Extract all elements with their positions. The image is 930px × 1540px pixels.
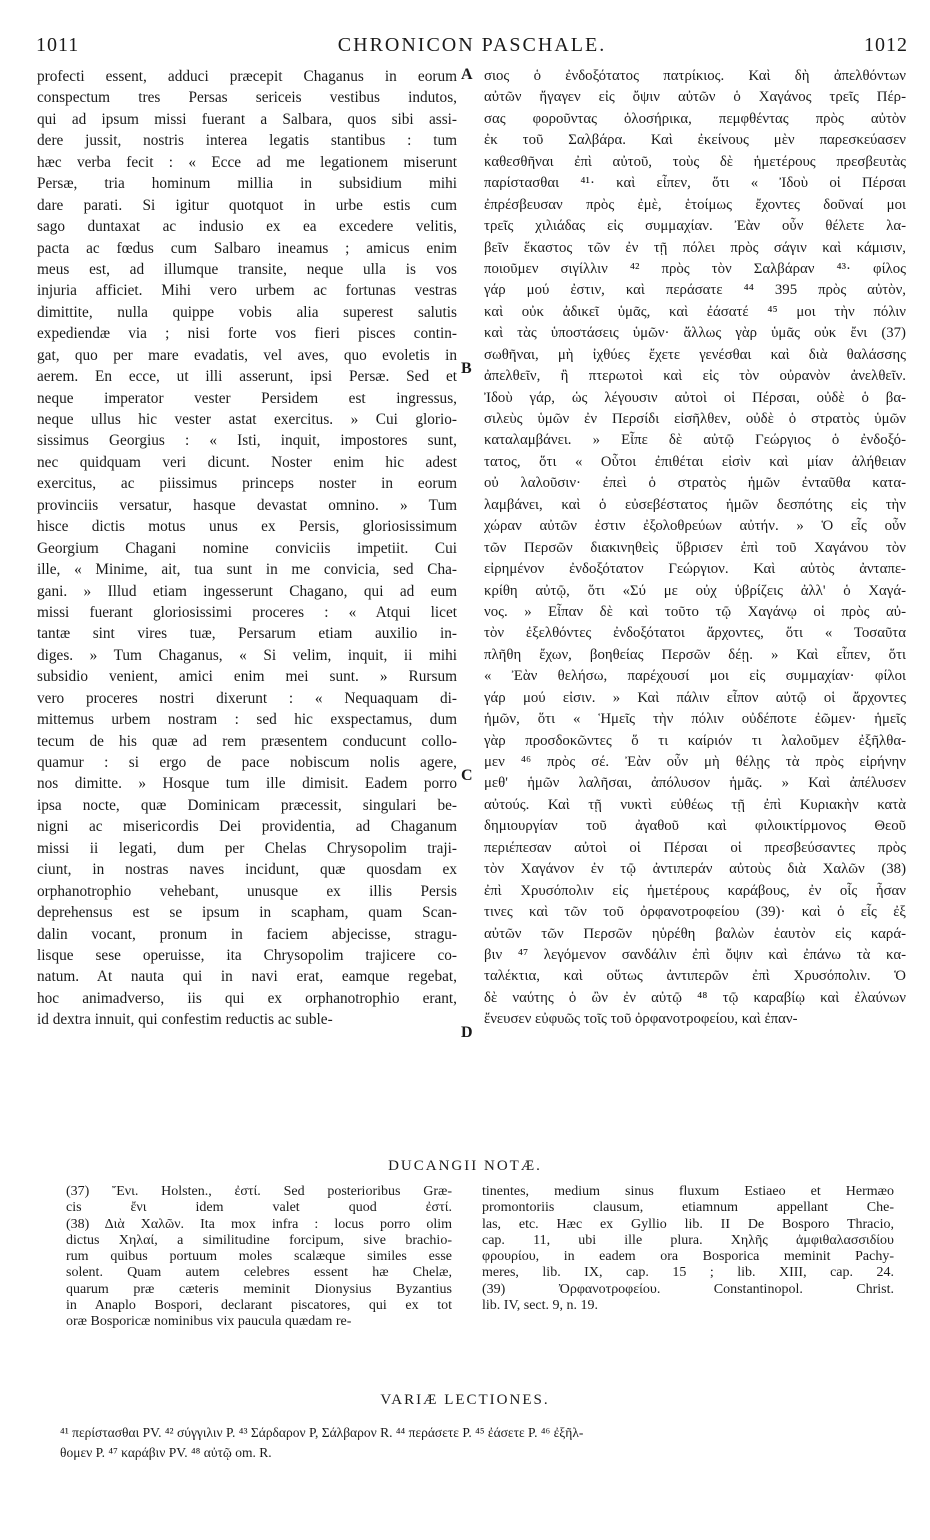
greek-text-line: ἀπελθεῖν, ἢ πτερωτοὶ καὶ εἰς τὸν οὐρανὸν ἀνελθεῖν. bbox=[484, 368, 906, 385]
greek-column bbox=[484, 66, 906, 1031]
note-line: φρουρίου, in eadem ora Bosporica meminit Pachy- bbox=[482, 1249, 894, 1265]
note-line: cap. 11, ubi ille plura. Χηλῆς ἀμφιθαλασσιδίου bbox=[482, 1232, 894, 1248]
greek-text-line: βιν ⁴⁷ λεγόμενον σανδάλιν ἐπὶ ὄψιν καὶ ἐπάνω τὰ κα- bbox=[484, 946, 906, 963]
note-line: lib. IV, sect. 9, n. 19. bbox=[482, 1298, 599, 1314]
greek-text-line: σας φοροῦντας ὁλοσήρικα, πεμφθέντας πρὸς αὐτὸν bbox=[484, 110, 906, 127]
greek-text-line: τῶν Περσῶν διακινηθεὶς ὕβρισεν ἐπὶ τοῦ Χαγάνου τὸν bbox=[484, 539, 906, 556]
latin-text-line: deprehensus est se ipsum in scapham, quam Scan- bbox=[37, 904, 457, 922]
greek-text-line: ταλέκτια, καὶ οὕτως ἀντιπερῶν ἐπὶ Χρυσόπολιν. Ὁ bbox=[484, 968, 906, 985]
greek-text-line: δημιουργίαν τοῦ ἀγαθοῦ καὶ φιλοικτίρμονος Θεοῦ bbox=[484, 818, 906, 835]
notes-title: DUCANGII NOTÆ. bbox=[388, 1158, 542, 1174]
latin-text-line: qui ad ipsum missi fuerant a Salbara, quos sibi assi- bbox=[37, 110, 457, 128]
greek-text-line: τρεῖς χιλιάδας εἰς συμμαχίαν. Ἐὰν οὖν θέλετε λα- bbox=[484, 218, 906, 235]
note-line: (38) Διὰ Χαλῶν. Ita mox infra : locus porro olim bbox=[66, 1216, 452, 1232]
margin-letter-d: D bbox=[461, 1024, 473, 1041]
latin-text-line: nec quidquam veri dicunt. Noster enim hic adest bbox=[37, 453, 457, 471]
greek-text-line: τὸν ἐξελθόντες ἐνδοξότατοι ἄρχοντες, ὅτι « Τοσαῦτα bbox=[484, 625, 906, 642]
latin-text-line: mittemus urbem nostram : sed hic exspectamus, dum bbox=[37, 711, 457, 729]
running-header bbox=[36, 34, 908, 62]
latin-text-line: tecum de his quæ ad rem præsentem conducunt collo- bbox=[37, 732, 457, 750]
latin-text-line: ciunt, in nostras naves incidunt, quæ quosdam ex bbox=[37, 861, 457, 879]
greek-text-line: γὰρ προσδοκῶντες ὅ τι καίριόν τι λαλοῦμεν ἐξῆλθα- bbox=[484, 732, 906, 749]
greek-text-line: καταλαμβάνει. » Εἶπε δὲ αὐτῷ Γεώργιος ὁ ἐνδοξό- bbox=[484, 432, 906, 449]
latin-text-line: tantæ sint vires tuæ, Persarum etiam auxilio in- bbox=[37, 625, 457, 643]
greek-text-line: παρίστασθαι ⁴¹· καὶ εἶπεν, ὅτι « Ἰδοὺ οἱ Πέρσαι bbox=[484, 175, 906, 192]
greek-text-line: πλῆθη ἔχων, βοηθείας Περσῶν δέῃ. » Καὶ εἶπεν, ὅτι bbox=[484, 646, 906, 663]
greek-text-line: νος. » Εἶπαν δὲ καὶ τοῦτο τῷ Χαγάνῳ οἱ πρὸς αὐ- bbox=[484, 603, 906, 620]
greek-text-line: κρίθη αὐτῷ, ὅτι «Σύ με οὐχ ὑβρίζεις ἀλλ' ὁ Χαγά- bbox=[484, 582, 906, 599]
latin-text-line: conspectum tres Persas sericeis vestibus indutos, bbox=[37, 89, 457, 107]
variant-reading-line: ⁴¹ περίστασθαι PV. ⁴² σύγγιλιν P. ⁴³ Σάρδαρον P, Σάλβαρον R. ⁴⁴ περάσετε P. ⁴⁵ ἐάσετε P. ⁴⁶ ἐξῆλ- bbox=[60, 1425, 584, 1440]
greek-text-line: « Ἐὰν θελήσω, παρέχουσί μοι εἰς συμμαχίαν· φίλοι bbox=[484, 668, 906, 685]
page-number-left: 1011 bbox=[36, 34, 80, 56]
latin-text-line: nos dimitte. » Hosque tum ille dimisit. Eadem porro bbox=[37, 775, 457, 793]
greek-text-line: λαμβάνει, καὶ ὁ εὐσεβέστατος ἡμῶν δεσπότης εἰς τὴν bbox=[484, 496, 906, 513]
latin-text-line: hisce dictis motus unus ex Persis, gloriosissimum bbox=[37, 518, 457, 536]
latin-text-line: hoc animadverso, iis qui ex orphanotrophio erant, bbox=[37, 989, 457, 1007]
running-title: CHRONICON PASCHALE. bbox=[337, 34, 607, 56]
note-line: oræ Bosporicæ nominibus vix paucula quædam re- bbox=[66, 1314, 352, 1330]
latin-text-line: pacta ac fœdus cum Salbaro ineamus ; amicus enim bbox=[37, 239, 457, 257]
note-line: dictus Χηλαί, a similitudine forcipum, sive brachio- bbox=[66, 1232, 452, 1248]
margin-letter-a: A bbox=[461, 66, 473, 83]
greek-text-line: ἐπρέσβευσαν πρὸς ἐμὲ, ἑτοίμως ἔχοντες δοῦναί μοι bbox=[484, 196, 906, 213]
latin-text-line: orphanotrophio vehebant, unusque ex illis Persis bbox=[37, 882, 457, 900]
latin-text-line: dare parati. Si igitur quotquot in urbe estis cum bbox=[37, 196, 457, 214]
latin-text-line: missi fuerant gloriosissimi proceres : « Atqui licet bbox=[37, 603, 457, 621]
variant-reading-line: θομεν P. ⁴⁷ καράβιν PV. ⁴⁸ αὐτῷ om. R. bbox=[60, 1445, 272, 1460]
latin-text-line: expediendæ via ; nisi forte vos fieri pisces contin- bbox=[37, 325, 457, 343]
note-line: (39) Ὀρφανοτροφείου. Constantinopol. Christ. bbox=[482, 1281, 894, 1297]
note-line: in Anaplo Bospori, declarant piscatores, qui ex tot bbox=[66, 1298, 452, 1314]
latin-text-line: hæc verba fecit : « Ecce ad me legationem miserunt bbox=[37, 153, 457, 171]
note-line: meres, lib. IX, cap. 15 ; lib. XIII, cap. 24. bbox=[482, 1265, 894, 1281]
greek-text-line: δὲ ναύτης ὁ ὢν ἐν αὐτῷ ⁴⁸ τῷ καραβίῳ καὶ ἐλαύνων bbox=[484, 989, 906, 1006]
greek-text-line: βεῖν ἕκαστος τῶν ἐν τῇ πόλει πρὸς σάγιν καὶ κάμισιν, bbox=[484, 239, 906, 256]
latin-text-line: ipsa nocte, quæ Dominicam præcessit, singulari be- bbox=[37, 796, 457, 814]
latin-column bbox=[37, 66, 457, 1031]
latin-text-line: gat, quo per mare evadatis, vel aves, quo evoletis in bbox=[37, 346, 457, 364]
greek-text-line: σιος ὁ ἐνδοξότατος πατρίκιος. Καὶ δὴ ἀπελθόντων bbox=[484, 68, 906, 84]
greek-text-line: ἔνευσεν εὐφυῶς τοῖς τοῦ ὀρφανοτροφείου, καὶ ἐπαν- bbox=[484, 1011, 798, 1028]
latin-text-line: Persæ, tria hominum millia in subsidium mihi bbox=[37, 175, 457, 193]
note-line: (37) Ἔνι. Holsten., ἐστί. Sed posterioribus Græ- bbox=[66, 1184, 452, 1199]
greek-text-line: αὐτῶν ἤγαγεν εἰς ὄψιν αὐτῶν ὁ Χαγάνος τρεῖς Πέρ- bbox=[484, 89, 906, 106]
margin-letter-b: B bbox=[461, 360, 472, 377]
greek-text-line: ἐπὶ Χρυσόπολιν εἰς ἡμετέρους καράβους, ἐν οἷς ἦσαν bbox=[484, 882, 906, 899]
greek-text-line: γάρ μού εἰσιν. » Καὶ πάλιν εἶπον αὐτῷ οἱ ἄρχοντες bbox=[484, 689, 906, 706]
variae-lectiones bbox=[60, 1423, 900, 1463]
note-line: tinentes, medium sinus fluxum Estiaeo et Hermæo bbox=[482, 1184, 894, 1199]
latin-text-line: exercitus, ac piissimus princeps noster in eorum bbox=[37, 475, 457, 493]
greek-text-line: αὐτούς. Καὶ τῇ νυκτὶ εὐθέως τῇ ἐπὶ Κυριακὴν κατὰ bbox=[484, 796, 906, 813]
greek-text-line: γάρ μού ἐστιν, καὶ περάσατε ⁴⁴ 395 πρὸς αὐτὸν, bbox=[484, 282, 906, 299]
greek-text-line: περιέπεσαν αὐτοὶ οἱ Πέρσαι οἱ πρεσβεύσαντες πρὸς bbox=[484, 839, 906, 856]
latin-text-line: nigni ac misericordis Dei providentia, ad Chaganum bbox=[37, 818, 457, 836]
latin-text-line: neque ullus hic vester astat exercitus. » Cui glorio- bbox=[37, 411, 457, 428]
latin-text-line: diges. » Tum Chaganus, « Si velim, inquit, ii mihi bbox=[37, 646, 457, 664]
latin-text-line: aerem. En ecce, ut illi asserunt, ipsi Persæ. Sed et bbox=[37, 368, 457, 386]
greek-text-line: ποιοῦμεν σιγίλλιν ⁴² πρὸς τὸν Σαλβάραν ⁴³· φίλος bbox=[484, 260, 906, 277]
latin-text-line: missi ii legati, dum per Chelas Chrysopolim traji- bbox=[37, 839, 457, 857]
notes-left-column bbox=[66, 1184, 452, 1331]
variae-title: VARIÆ LECTIONES. bbox=[380, 1392, 550, 1408]
greek-text-line: σιλεὺς ὑμῶν ἐν Περσίδι εἰσῆλθεν, οὐδὲ ὁ στρατὸς ὑμῶν bbox=[484, 411, 906, 427]
latin-text-line: neque imperator vester Persidem est ingressus, bbox=[37, 389, 457, 407]
greek-text-line: οὐ λαλοῦσιν· ἐπεὶ ὁ στρατὸς ἡμῶν ἐνταῦθα κατα- bbox=[484, 475, 906, 492]
greek-text-line: χώραν αὐτῶν ἐστιν ἐξολοθρεύων αὐτήν. » Ὁ εἷς οὖν bbox=[484, 518, 906, 535]
greek-text-line: τινες καὶ τῶν τοῦ ὀρφανοτροφείου (39)· καὶ ὁ εἷς ἐξ bbox=[484, 904, 906, 921]
margin-letter-c: C bbox=[461, 767, 473, 784]
latin-text-line: provinciis versatur, hasque devastat omnino. » Tum bbox=[37, 496, 457, 514]
latin-text-line: lisque sese operuisse, ita Chrysopolim trajicere co- bbox=[37, 946, 457, 964]
note-line: cis ἔνι idem valet quod ἐστί. bbox=[66, 1200, 452, 1216]
latin-text-line: sago duntaxat ac indusio ex ea excedere velitis, bbox=[37, 218, 457, 236]
note-line: rum quibus portuum moles scalæque similes esse bbox=[66, 1249, 452, 1265]
greek-text-line: Ἰδοὺ γάρ, ὡς λέγουσιν αὐτοὶ οἱ Πέρσαι, οὐδὲ ὁ βα- bbox=[484, 389, 906, 406]
greek-text-line: καὶ οὐκ ἀδικεῖ ὑμᾶς, καὶ ἐάσατέ ⁴⁵ μοι τὴν πόλιν bbox=[484, 303, 906, 320]
latin-text-line: natum. At nauta qui in navi erat, eamque regebat, bbox=[37, 968, 457, 986]
latin-text-line: subsidio venient, amici enim mei sunt. » Rursum bbox=[37, 668, 457, 686]
latin-text-line: sissimus Georgius : « Isti, inquit, impostores sunt, bbox=[37, 432, 457, 450]
greek-text-line: καθεσθῆναι ἐπὶ αὐτοῦ, τοὺς δὲ ἡμετέρους πρεσβευτὰς bbox=[484, 153, 906, 170]
greek-text-line: αὐτῶν τῶν Περσῶν ηὑρέθη βαλὼν ἑαυτὸν εἰς καρά- bbox=[484, 925, 906, 942]
latin-text-line: dere jussit, nostris interea legatis stantibus : tum bbox=[37, 132, 457, 150]
latin-text-line: meus est, ad illumque transite, neque ulla is vos bbox=[37, 260, 457, 278]
notes-right-column bbox=[482, 1184, 894, 1314]
latin-text-line: profecti essent, adduci præcepit Chaganus in eorum bbox=[37, 68, 457, 85]
greek-text-line: ἡμῶν, ὅτι « Ἡμεῖς τὴν πόλιν οὐδέποτε ἐῶμεν· ἡμεῖς bbox=[484, 711, 906, 728]
latin-text-line: ille, « Minime, ait, tua sunt in me convicia, sed Cha- bbox=[37, 561, 457, 579]
page-number-right: 1012 bbox=[864, 34, 908, 56]
greek-text-line: μεθ' ἡμῶν λαλῆσαι, ἀπόλυσον ἡμᾶς. » Καὶ ἀπέλυσεν bbox=[484, 775, 906, 792]
greek-text-line: μεν ⁴⁶ πρὸς σέ. Ἐὰν οὖν μὴ θέλῃς τὰ πρὸς εἰρήνην bbox=[484, 754, 906, 770]
greek-text-line: ἐκ τοῦ Σαλβάρα. Καὶ ἐκείνους μὲν παρεσκεύασεν bbox=[484, 132, 906, 149]
note-line: promontoriis clausum, etiamnum appellant Che- bbox=[482, 1200, 894, 1216]
latin-text-line: injuria afficiet. Mihi vero urbem ac fortunas vestras bbox=[37, 282, 457, 300]
latin-text-line: id dextra innuit, qui confestim reductis ac suble- bbox=[37, 1011, 333, 1029]
latin-text-line: dimittite, nulla quippe vobis alia superest salutis bbox=[37, 303, 457, 321]
greek-text-line: τατος, ὅτι « Οὗτοι ἐπιθέται εἰσὶν καὶ μίαν ἀλήθειαν bbox=[484, 453, 906, 470]
greek-text-line: καὶ τὰς ὑποστάσεις ὑμῶν· ἄλλως γὰρ ὑμᾶς οὐκ ἔνι (37) bbox=[484, 325, 906, 342]
latin-text-line: Georgium Chagani nomine conviciis impetiit. Cui bbox=[37, 539, 457, 557]
latin-text-line: gani. » Illud etiam ingesserunt Chagano, qui ad eum bbox=[37, 582, 457, 600]
greek-text-line: εἰρημένον ἐνδοξότατον Γεώργιον. Καὶ αὐτὸς ἀνταπε- bbox=[484, 561, 906, 578]
greek-text-line: σωθῆναι, μὴ ἰχθύες ἔχετε γενέσθαι καὶ διὰ θαλάσσης bbox=[484, 346, 906, 363]
greek-text-line: τὸν Χαγάνον ἐν τῷ ἀντιπεράν αὐτοὺς διὰ Χαλῶν (38) bbox=[484, 861, 906, 878]
latin-text-line: quamur : si ergo de pace nobiscum nolis agere, bbox=[37, 754, 457, 771]
note-line: las, etc. Hæc ex Gyllio lib. II De Bosporo Thracio, bbox=[482, 1216, 894, 1232]
note-line: quarum præ cæteris meminit Dionysius Byzantius bbox=[66, 1281, 452, 1297]
note-line: solent. Quam autem celebres essent hæ Chelæ, bbox=[66, 1265, 452, 1281]
latin-text-line: vero proceres nostri dixerunt : « Nequaquam di- bbox=[37, 689, 457, 707]
latin-text-line: dalin vocant, pronum in faciem abjecisse, stragu- bbox=[37, 925, 457, 943]
